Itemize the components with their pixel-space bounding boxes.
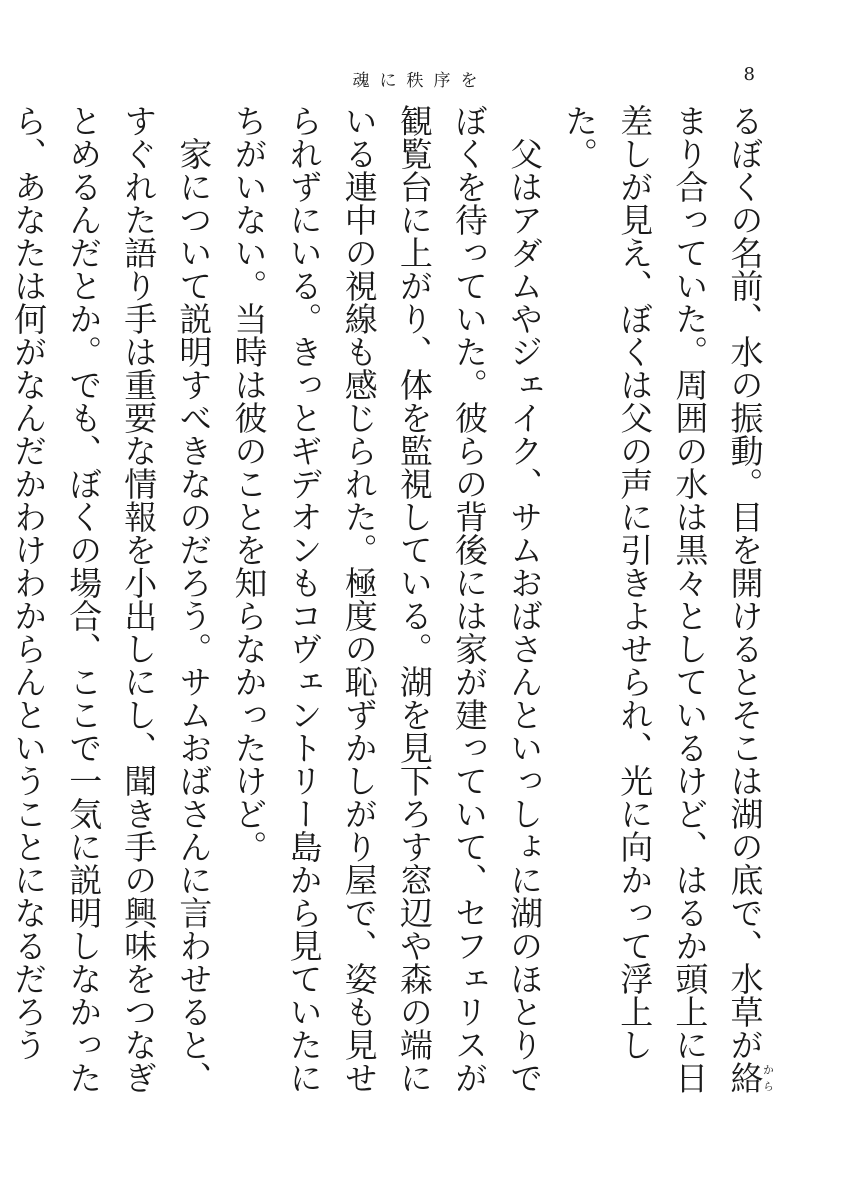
body-text [9, 104, 775, 1124]
paragraph-2: 父はアダムやジェイク、サムおばさんといっしょに湖のほとりでぼくを待っていた。彼らの背後には家が建っていて、セフェリスが観覧台に上がり、体を監視している。湖を見下ろす窓辺や森の端にいる連中の視線も感じられた。極度の恥ずかしがり屋で、姿も見せられずにいる。きっとギデオンもコヴェントリー島から見ていたにちがいない。当時は彼のことを知らなかったけど。 [229, 104, 545, 1094]
page-number: 8 [743, 64, 755, 85]
running-head-title: 魂に秩序を [352, 71, 488, 91]
paragraph-1-text: ぼくは父の声に引きよせられ、光に向かって浮上した。 [560, 104, 655, 1061]
paragraph-3: 家について説明すべきなのだろう。サムおばさんに言わせると、すぐれた語り手は重要な情報を小出しにし、聞き手の興味をつなぎとめるんだとか。でも、ぼくの場合、ここで一気に説明しなかったら、あなたは何がなんだかわけわからんということになるだろう [9, 104, 214, 1094]
paragraph-1: るぼくの名前、水の振動。目を開けるとそこは湖の底で、水草が絡からまり合っていた。周囲の水は黒々としているけど、はるか頭上に日差しが見え、ぼくは父の声に引きよせられ、光に向かって浮上した。 [560, 104, 775, 1094]
